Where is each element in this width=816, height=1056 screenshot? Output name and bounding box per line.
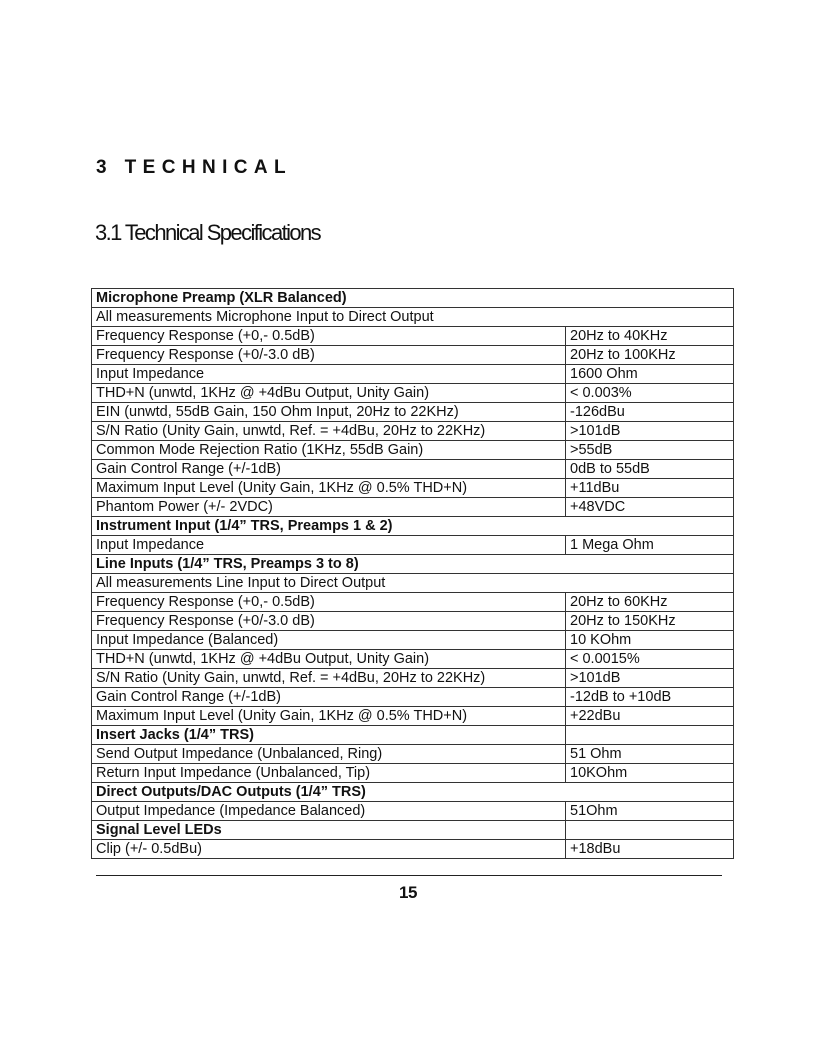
spec-value: < 0.003% [566, 384, 734, 403]
chapter-heading: 3 TECHNICAL [96, 157, 293, 178]
section-heading: 3.1 Technical Specifications [95, 220, 321, 245]
spec-parameter: Gain Control Range (+/-1dB) [92, 688, 566, 707]
spec-value [566, 726, 734, 745]
spec-value: 10KOhm [566, 764, 734, 783]
table-row [92, 498, 734, 517]
spec-value: 20Hz to 60KHz [566, 593, 734, 612]
spec-value: -12dB to +10dB [566, 688, 734, 707]
section-header-label: Direct Outputs/DAC Outputs (1/4” TRS) [92, 783, 734, 802]
table-row [92, 688, 734, 707]
table-row [92, 707, 734, 726]
spec-parameter: Input Impedance (Balanced) [92, 631, 566, 650]
table-row [92, 593, 734, 612]
spec-parameter: S/N Ratio (Unity Gain, unwtd, Ref. = +4dBu, 20Hz to 22KHz) [92, 422, 566, 441]
spec-value: >55dB [566, 441, 734, 460]
table-section-header-row [92, 555, 734, 574]
table-section-header-row [92, 726, 734, 745]
section-header-label: Microphone Preamp (XLR Balanced) [92, 289, 734, 308]
spec-value: 10 KOhm [566, 631, 734, 650]
spec-value: 51 Ohm [566, 745, 734, 764]
section-header-label: Line Inputs (1/4” TRS, Preamps 3 to 8) [92, 555, 734, 574]
table-row [92, 327, 734, 346]
table-section-header-row [92, 821, 734, 840]
spec-parameter: EIN (unwtd, 55dB Gain, 150 Ohm Input, 20Hz to 22KHz) [92, 403, 566, 422]
table-section-header-row [92, 289, 734, 308]
spec-parameter: Input Impedance [92, 536, 566, 555]
spec-value: 20Hz to 100KHz [566, 346, 734, 365]
spec-value: 20Hz to 150KHz [566, 612, 734, 631]
spec-value: 1 Mega Ohm [566, 536, 734, 555]
spec-value: +18dBu [566, 840, 734, 859]
spec-value: 20Hz to 40KHz [566, 327, 734, 346]
measurement-note: All measurements Microphone Input to Direct Output [92, 308, 734, 327]
spec-parameter: THD+N (unwtd, 1KHz @ +4dBu Output, Unity Gain) [92, 384, 566, 403]
spec-parameter: Frequency Response (+0/-3.0 dB) [92, 612, 566, 631]
spec-value: +11dBu [566, 479, 734, 498]
spec-parameter: Frequency Response (+0,- 0.5dB) [92, 327, 566, 346]
spec-value: >101dB [566, 422, 734, 441]
table-row [92, 346, 734, 365]
table-row [92, 479, 734, 498]
table-note-row [92, 308, 734, 327]
measurement-note: All measurements Line Input to Direct Output [92, 574, 734, 593]
table-row [92, 441, 734, 460]
spec-value: 51Ohm [566, 802, 734, 821]
spec-parameter: Input Impedance [92, 365, 566, 384]
table-row [92, 384, 734, 403]
table-row [92, 631, 734, 650]
section-header-label: Insert Jacks (1/4” TRS) [92, 726, 566, 745]
spec-value: >101dB [566, 669, 734, 688]
spec-parameter: Phantom Power (+/- 2VDC) [92, 498, 566, 517]
spec-value: +48VDC [566, 498, 734, 517]
spec-parameter: Return Input Impedance (Unbalanced, Tip) [92, 764, 566, 783]
spec-value: -126dBu [566, 403, 734, 422]
spec-parameter: Maximum Input Level (Unity Gain, 1KHz @ 0.5% THD+N) [92, 479, 566, 498]
spec-parameter: Send Output Impedance (Unbalanced, Ring) [92, 745, 566, 764]
spec-parameter: THD+N (unwtd, 1KHz @ +4dBu Output, Unity Gain) [92, 650, 566, 669]
spec-parameter: Output Impedance (Impedance Balanced) [92, 802, 566, 821]
spec-value: 1600 Ohm [566, 365, 734, 384]
table-note-row [92, 574, 734, 593]
spec-parameter: Common Mode Rejection Ratio (1KHz, 55dB Gain) [92, 441, 566, 460]
spec-value: < 0.0015% [566, 650, 734, 669]
section-header-label: Instrument Input (1/4” TRS, Preamps 1 & 2) [92, 517, 734, 536]
table-row [92, 745, 734, 764]
table-row [92, 536, 734, 555]
table-row [92, 612, 734, 631]
table-row [92, 365, 734, 384]
table-row [92, 669, 734, 688]
table-row [92, 650, 734, 669]
section-header-label: Signal Level LEDs [92, 821, 566, 840]
technical-specifications-table [91, 288, 734, 859]
spec-parameter: Gain Control Range (+/-1dB) [92, 460, 566, 479]
spec-parameter: Frequency Response (+0/-3.0 dB) [92, 346, 566, 365]
table-row [92, 802, 734, 821]
table-section-header-row [92, 783, 734, 802]
table-row [92, 460, 734, 479]
spec-value [566, 821, 734, 840]
spec-value: +22dBu [566, 707, 734, 726]
table-row [92, 764, 734, 783]
table-row [92, 403, 734, 422]
spec-parameter: Frequency Response (+0,- 0.5dB) [92, 593, 566, 612]
spec-table-body [92, 289, 734, 859]
spec-parameter: Maximum Input Level (Unity Gain, 1KHz @ 0.5% THD+N) [92, 707, 566, 726]
spec-value: 0dB to 55dB [566, 460, 734, 479]
page-number: 15 [399, 883, 417, 902]
footer-divider [96, 875, 722, 876]
table-section-header-row [92, 517, 734, 536]
table-row [92, 422, 734, 441]
spec-parameter: S/N Ratio (Unity Gain, unwtd, Ref. = +4dBu, 20Hz to 22KHz) [92, 669, 566, 688]
spec-parameter: Clip (+/- 0.5dBu) [92, 840, 566, 859]
table-row [92, 840, 734, 859]
